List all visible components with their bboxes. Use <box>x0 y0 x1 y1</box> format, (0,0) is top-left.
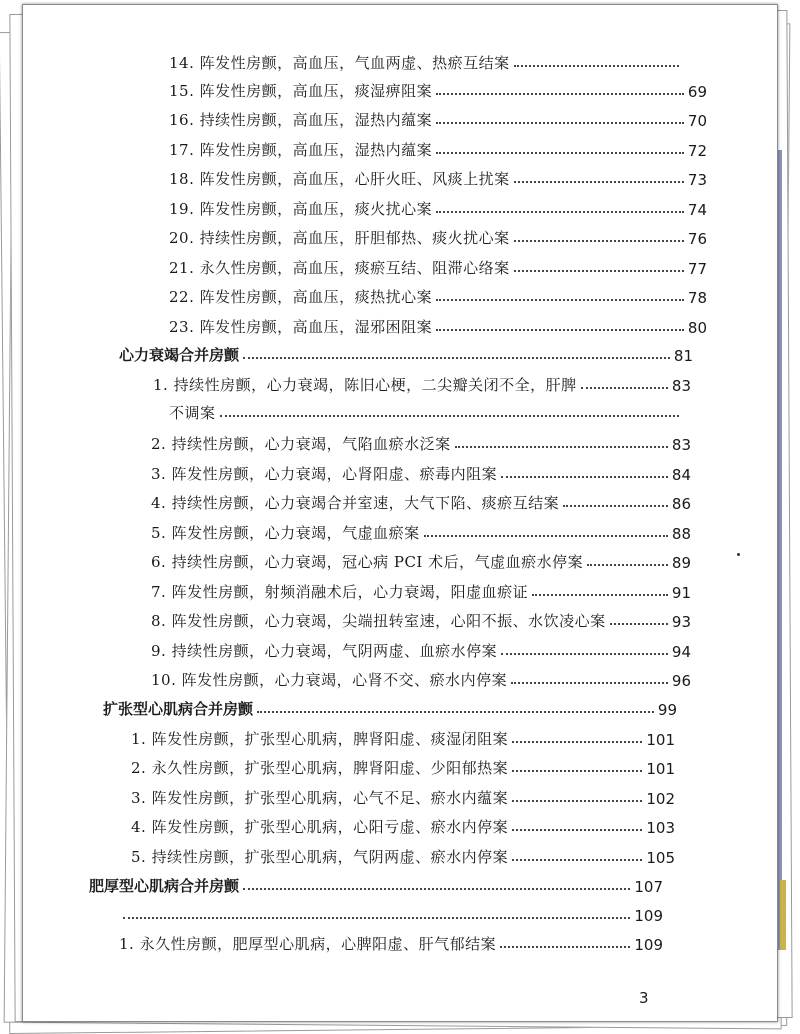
dot-leader <box>501 476 668 478</box>
entry-title: 2. 永久性房颤，扩张型心肌病，脾肾阳虚、少阳郁热案 <box>131 759 509 777</box>
entry-title: 扩张型心肌病合并房颤 <box>103 700 254 718</box>
toc-entry[interactable] <box>131 754 675 778</box>
dot-leader <box>512 741 642 743</box>
dot-leader <box>587 564 668 566</box>
entry-title: 3. 阵发性房颤，扩张型心肌病，心气不足、瘀水内蕴案 <box>131 789 509 807</box>
entry-title: 15. 阵发性房颤，高血压，痰湿痹阻案 <box>169 82 433 100</box>
dot-leader <box>500 946 630 948</box>
toc-entry[interactable] <box>131 843 675 867</box>
entry-page-number: 89 <box>671 554 691 572</box>
toc-entry[interactable] <box>169 106 707 130</box>
entry-title: 8. 阵发性房颤，心力衰竭，尖端扭转室速，心阳不振、水饮凌心案 <box>151 612 606 630</box>
dot-leader <box>514 65 679 67</box>
toc-entry[interactable] <box>169 77 707 101</box>
dot-leader <box>455 446 668 448</box>
entry-title: 肥厚型心肌病合并房颤 <box>89 877 240 895</box>
entry-page-number: 101 <box>646 760 675 778</box>
table-of-contents <box>23 5 777 1021</box>
dot-leader <box>436 299 684 301</box>
entry-page-number: 73 <box>687 171 707 189</box>
entry-page-number: 83 <box>671 436 691 454</box>
dot-leader <box>532 594 668 596</box>
toc-entry[interactable] <box>119 901 663 925</box>
entry-title: 9. 持续性房颤，心力衰竭，气阴两虚、血瘀水停案 <box>151 642 498 660</box>
toc-entry[interactable] <box>169 254 707 278</box>
toc-section-heading[interactable] <box>103 695 677 719</box>
entry-page-number: 103 <box>646 819 675 837</box>
entry-title: 4. 阵发性房颤，扩张型心肌病，心阳亏虚、瘀水内停案 <box>131 818 509 836</box>
entry-page-number: 105 <box>646 849 675 867</box>
entry-page-number: 80 <box>687 319 707 337</box>
dot-leader <box>257 711 654 713</box>
entry-page-number: 74 <box>687 201 707 219</box>
dot-leader <box>514 240 684 242</box>
toc-entry[interactable] <box>151 637 691 661</box>
entry-page-number: 69 <box>687 83 707 101</box>
entry-title: 17. 阵发性房颤，高血压，湿热内蕴案 <box>169 141 433 159</box>
entry-page-number: 72 <box>687 142 707 160</box>
dot-leader <box>436 152 684 154</box>
entry-page-number: 77 <box>687 260 707 278</box>
toc-entry[interactable] <box>131 813 675 837</box>
dot-leader <box>512 859 642 861</box>
entry-page-number: 84 <box>671 466 691 484</box>
entry-title: 1. 持续性房颤，心力衰竭，陈旧心梗，二尖瓣关闭不全，肝脾 <box>153 376 577 394</box>
toc-entry[interactable] <box>151 666 691 690</box>
toc-entry[interactable] <box>151 460 691 484</box>
toc-entry[interactable] <box>131 725 675 749</box>
dot-leader <box>243 357 670 359</box>
entry-title: 2. 持续性房颤，心力衰竭，气陷血瘀水泛案 <box>151 435 451 453</box>
dot-leader <box>424 535 668 537</box>
toc-entry[interactable] <box>169 224 707 248</box>
dot-leader <box>512 829 642 831</box>
entry-title: 22. 阵发性房颤，高血压，痰热扰心案 <box>169 288 433 306</box>
toc-entry[interactable] <box>169 195 707 219</box>
entry-page-number: 81 <box>673 347 693 365</box>
toc-entry[interactable] <box>131 784 675 808</box>
toc-entry[interactable] <box>153 371 691 395</box>
entry-title: 1. 永久性房颤，肥厚型心肌病，心脾阳虚、肝气郁结案 <box>119 935 497 953</box>
dot-leader <box>563 505 668 507</box>
toc-entry[interactable] <box>151 489 691 513</box>
toc-page <box>22 4 778 1022</box>
dot-leader <box>123 917 630 919</box>
dot-leader <box>512 770 642 772</box>
toc-entry[interactable] <box>151 578 691 602</box>
entry-page-number: 109 <box>634 936 663 954</box>
toc-entry-continuation[interactable] <box>169 399 683 423</box>
entry-page-number: 109 <box>634 907 663 925</box>
entry-title: 23. 阵发性房颤，高血压，湿邪困阻案 <box>169 318 433 336</box>
entry-title: 3. 阵发性房颤，心力衰竭，心肾阳虚、瘀毒内阻案 <box>151 465 498 483</box>
toc-entry[interactable] <box>169 136 707 160</box>
entry-title: 5. 持续性房颤，扩张型心肌病，气阴两虚、瘀水内停案 <box>131 848 509 866</box>
toc-section-heading[interactable] <box>89 872 663 896</box>
entry-title: 18. 阵发性房颤，高血压，心肝火旺、风痰上扰案 <box>169 170 510 188</box>
toc-entry[interactable] <box>169 313 707 337</box>
entry-page-number: 102 <box>646 790 675 808</box>
dot-leader <box>436 122 684 124</box>
entry-page-number: 86 <box>671 495 691 513</box>
dot-leader <box>436 93 684 95</box>
toc-entry[interactable] <box>151 548 691 572</box>
entry-page-number: 83 <box>671 377 691 395</box>
toc-entry[interactable] <box>151 607 691 631</box>
dot-leader <box>436 329 684 331</box>
entry-title: 14. 阵发性房颤，高血压，气血两虚、热瘀互结案 <box>169 54 510 72</box>
entry-page-number: 94 <box>671 643 691 661</box>
toc-section-heading[interactable] <box>119 341 693 365</box>
toc-entry[interactable] <box>119 930 663 954</box>
dot-leader <box>436 211 684 213</box>
dot-leader <box>514 181 684 183</box>
entry-title: 10. 阵发性房颤，心力衰竭，心肾不交、瘀水内停案 <box>151 671 508 689</box>
toc-entry[interactable] <box>169 283 707 307</box>
entry-page-number: 99 <box>657 701 677 719</box>
entry-page-number: 101 <box>646 731 675 749</box>
entry-title: 20. 持续性房颤，高血压，肝胆郁热、痰火扰心案 <box>169 229 510 247</box>
entry-page-number: 96 <box>671 672 691 690</box>
entry-title: 19. 阵发性房颤，高血压，痰火扰心案 <box>169 200 433 218</box>
toc-entry[interactable] <box>151 430 691 454</box>
entry-title: 6. 持续性房颤，心力衰竭，冠心病 PCI 术后，气虚血瘀水停案 <box>151 553 584 571</box>
entry-page-number: 70 <box>687 112 707 130</box>
entry-page-number: 93 <box>671 613 691 631</box>
entry-title: 16. 持续性房颤，高血压，湿热内蕴案 <box>169 111 433 129</box>
dot-leader <box>512 800 642 802</box>
toc-entry[interactable] <box>151 519 691 543</box>
entry-title: 21. 永久性房颤，高血压，痰瘀互结、阻滞心络案 <box>169 259 510 277</box>
toc-entry[interactable] <box>169 49 683 73</box>
entry-page-number: 78 <box>687 289 707 307</box>
entry-title: 5. 阵发性房颤，心力衰竭，气虚血瘀案 <box>151 524 420 542</box>
entry-page-number: 91 <box>671 584 691 602</box>
dot-leader <box>501 653 668 655</box>
dot-leader <box>610 623 668 625</box>
entry-page-number: 76 <box>687 230 707 248</box>
dot-leader <box>581 387 668 389</box>
entry-title: 7. 阵发性房颤，射频消融术后，心力衰竭，阳虚血瘀证 <box>151 583 529 601</box>
entry-title: 4. 持续性房颤，心力衰竭合并室速，大气下陷、痰瘀互结案 <box>151 494 560 512</box>
toc-entry[interactable] <box>169 165 707 189</box>
entry-page-number: 88 <box>671 525 691 543</box>
entry-page-number: 107 <box>634 878 663 896</box>
page-number: 3 <box>639 989 649 1007</box>
print-speck <box>737 553 740 556</box>
entry-title: 不调案 <box>169 404 216 422</box>
entry-title: 1. 阵发性房颤，扩张型心肌病，脾肾阳虚、痰湿闭阻案 <box>131 730 509 748</box>
entry-title: 心力衰竭合并房颤 <box>119 346 240 364</box>
book-edge-yellow <box>780 880 786 950</box>
dot-leader <box>220 415 679 417</box>
dot-leader <box>243 888 630 890</box>
dot-leader <box>514 270 684 272</box>
dot-leader <box>511 682 668 684</box>
